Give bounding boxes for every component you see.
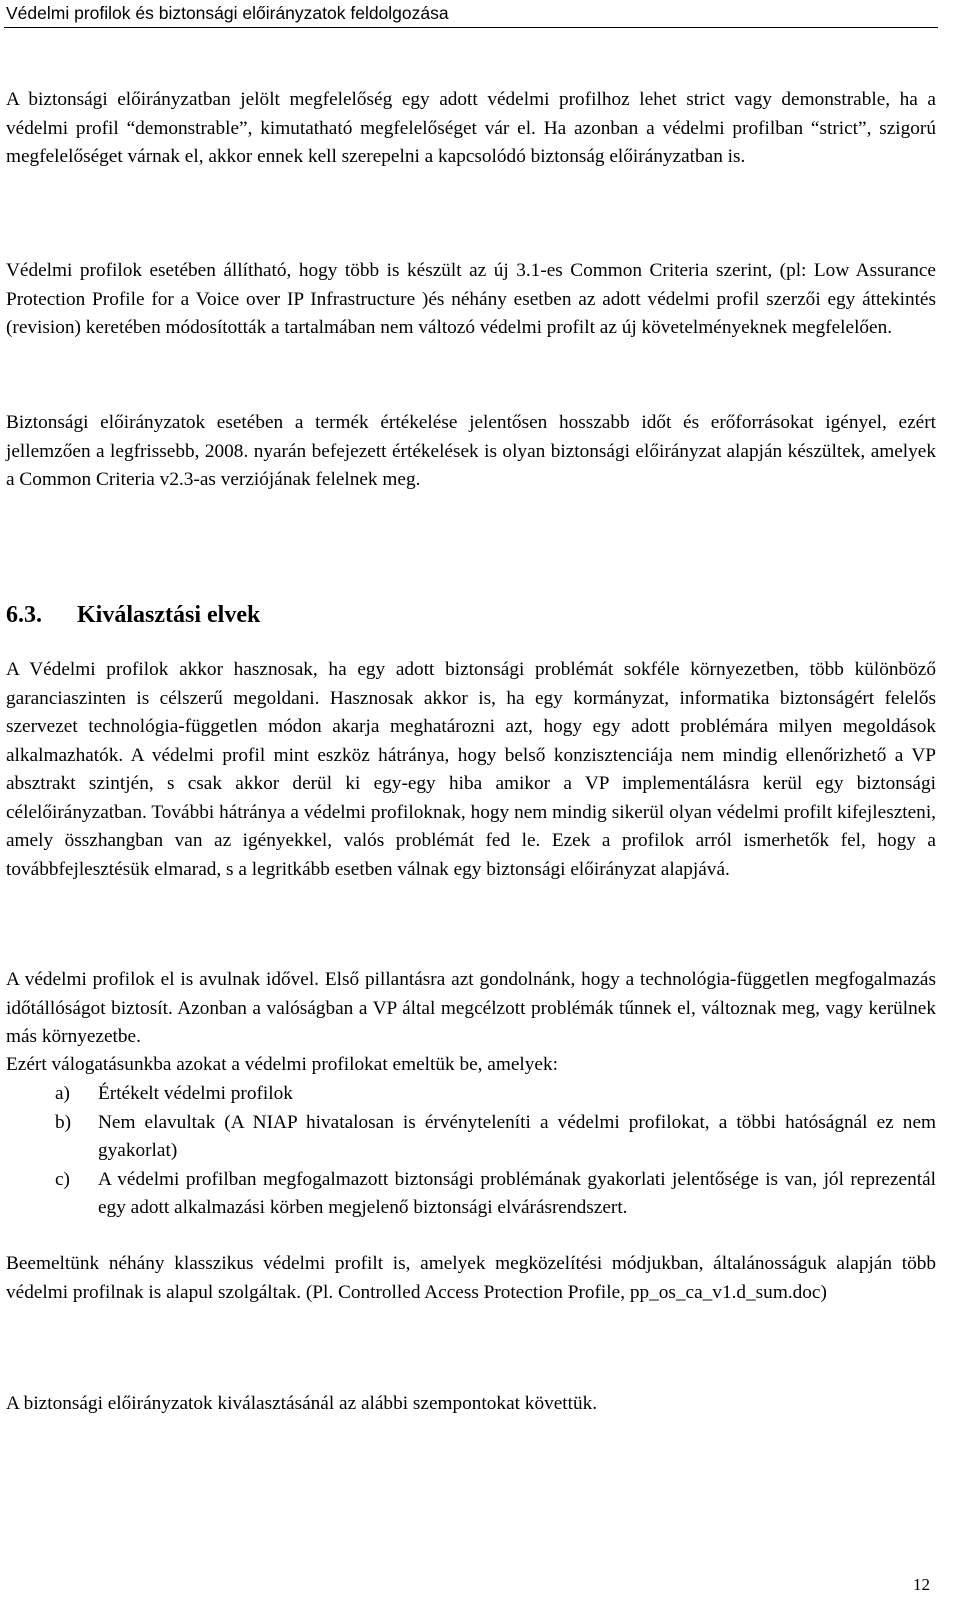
page-number: 12 [913,1575,930,1594]
section-paragraph-4: A biztonsági előirányzatok kiválasztásánál az alábbi szempontokat követtük. [6,1393,598,1414]
intro-paragraph-3: Biztonsági előirányzatok esetében a termék értékelése jelentősen hosszabb időt és erőforrásokat igényel, ezért jellemzően a legfrissebb, 2008. nyarán befejezett értékelések is olyan biztonsági előirányzat alapján készültek, amelyek a Common Criteria v2.3-as verziójának felelnek meg. [6,412,936,490]
section-title: Kiválasztási elvek [77,602,261,628]
section-heading [6,598,260,632]
list-item-marker: c) [55,1168,70,1190]
list-item-text: A védelmi profilban megfogalmazott biztonsági problémának gyakorlati jelentősége is van, jól reprezentál egy adott alkalmazási körben megjelenő biztonsági elvárásrendszert. [98,1168,936,1218]
running-header-title: Védelmi profilok és biztonsági előirányzatok feldolgozása [6,3,449,23]
intro-paragraph-2: Védelmi profilok esetében állítható, hogy több is készült az új 3.1-es Common Criteria szerint, (pl: Low Assurance Protection Profile for a Voice over IP Infrastructure )és néhány esetben az adott védelmi profil szerzői egy áttekintés (revision) keretében módosították a tartalmában nem változó védelmi profilt az új követelményeknek megfelelően. [6,260,936,338]
list-intro: Ezért válogatásunkba azokat a védelmi profilokat emeltük be, amelyek: [6,1054,558,1075]
intro-paragraph-1: A biztonsági előirányzatban jelölt megfelelőség egy adott védelmi profilhoz lehet strict vagy demonstrable, ha a védelmi profil “demonstrable”, kimutatható megfelelőséget vár el. Ha azonban a védelmi profilban “strict”, szigorú megfelelőséget várnak el, akkor ennek kell szerepelni a kapcsolódó biztonság előirányzatban is. [6,89,936,167]
section-number: 6.3. [6,602,42,628]
list-item-marker: a) [55,1083,70,1104]
list-item [6,1080,936,1109]
list-item [6,1109,936,1166]
section-paragraph-1: A Védelmi profilok akkor hasznosak, ha egy adott biztonsági problémát sokféle környezetben, több különböző garanciaszinten is célszerű megoldani. Hasznosak akkor is, ha egy kormányzat, informatika biztonságért felelős szervezet technológia-független módon akarja meghatározni azt, hogy egy adott problémára milyen megoldások alkalmazhatók. A védelmi profil mint eszköz hátránya, hogy belső konzisztenciája nem mindig ellenőrizhető a VP absztrakt szintjén, s csak akkor derül ki egy-egy hiba amikor a VP implementálásra kerül egy biztonsági célelőirányzatban. További hátránya a védelmi profiloknak, hogy nem mindig sikerül olyan védelmi profilt kifejleszteni, amely összhangban van az igényekkel, valós problémát fed le. Ezek a profilok arról ismerhetők fel, hogy a továbbfejlesztésük elmarad, s a legritkább esetben válnak egy biztonsági előirányzat alapjává. [6,659,936,880]
section-paragraph-3: Beemeltünk néhány klasszikus védelmi profilt is, amelyek megközelítési módjukban, általánosságuk alapján több védelmi profilnak is alapul szolgáltak. (Pl. Controlled Access Protection Profile, pp_os_ca_v1.d_sum.doc) [6,1253,936,1303]
header-divider [4,27,938,28]
list-item [6,1166,936,1223]
list-item-text: Nem elavultak (A NIAP hivatalosan is érvényteleníti a védelmi profilokat, a többi hatóságnál ez nem gyakorlat) [98,1111,936,1161]
list-item-marker: b) [55,1111,72,1133]
list-item-text: Értékelt védelmi profilok [98,1083,293,1104]
section-paragraph-2: A védelmi profilok el is avulnak idővel. Első pillantásra azt gondolnánk, hogy a technológia-független megfogalmazás időtállóságot biztosít. Azonban a valóságban a VP által megcélzott problémák tűnnek el, változnak meg, vagy kerülnek más környezetbe. [6,969,936,1047]
criteria-list [6,1080,936,1223]
